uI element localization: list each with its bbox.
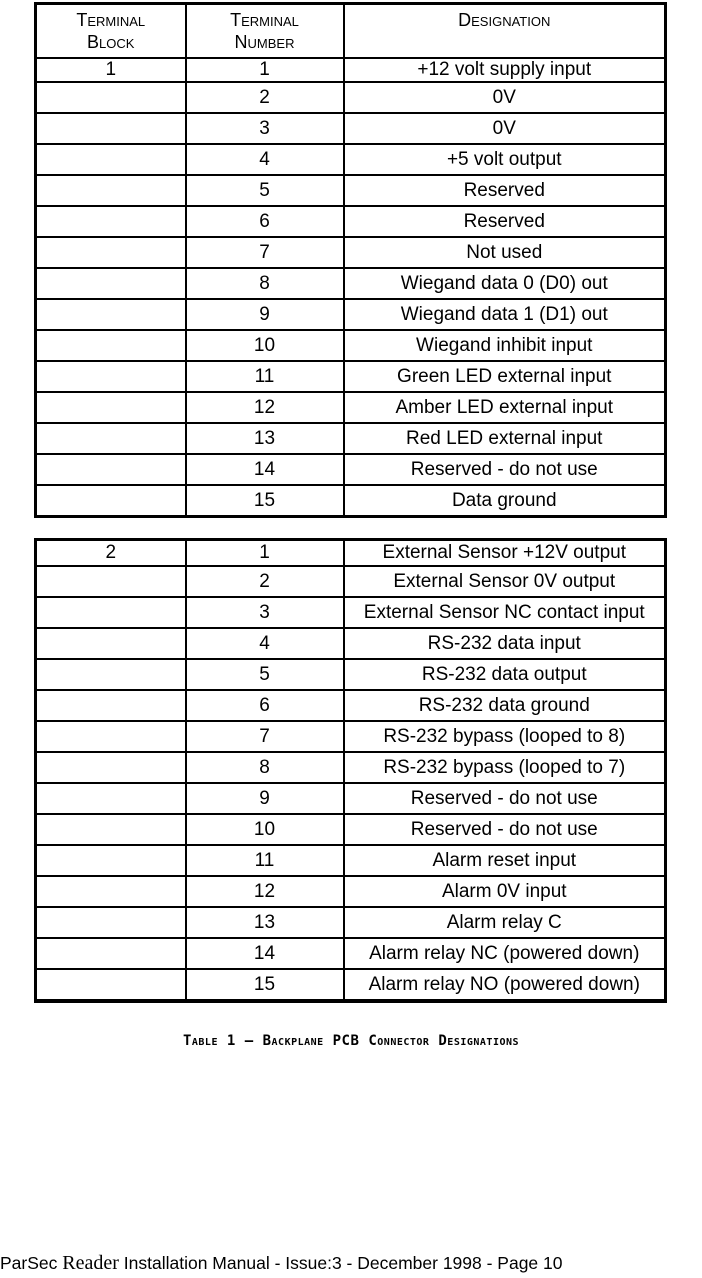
terminal-table-block-2 bbox=[34, 538, 667, 1003]
cell-terminal-number: 8 bbox=[186, 268, 344, 299]
terminal-table-block-1 bbox=[34, 2, 667, 518]
table-row bbox=[36, 206, 666, 237]
table-row bbox=[36, 485, 666, 517]
cell-terminal-block bbox=[36, 845, 186, 876]
header-line: Terminal bbox=[76, 10, 146, 30]
footer-text: Installation Manual - Issue:3 - December 1998 - Page 10 bbox=[123, 1253, 563, 1273]
cell-terminal-number: 13 bbox=[186, 907, 344, 938]
cell-terminal-block bbox=[36, 783, 186, 814]
table-row bbox=[36, 876, 666, 907]
cell-terminal-number: 12 bbox=[186, 876, 344, 907]
cell-terminal-block bbox=[36, 907, 186, 938]
cell-designation: Wiegand data 0 (D0) out bbox=[344, 268, 666, 299]
footer-product: Reader bbox=[62, 1252, 119, 1274]
table-row bbox=[36, 299, 666, 330]
header-line: Designation bbox=[458, 10, 551, 30]
cell-terminal-block bbox=[36, 392, 186, 423]
cell-designation: Reserved bbox=[344, 206, 666, 237]
cell-terminal-block bbox=[36, 597, 186, 628]
cell-terminal-number: 9 bbox=[186, 299, 344, 330]
cell-terminal-block bbox=[36, 566, 186, 597]
header-line: Number bbox=[234, 32, 295, 52]
cell-terminal-block bbox=[36, 814, 186, 845]
cell-designation: Alarm reset input bbox=[344, 845, 666, 876]
cell-designation: RS-232 data output bbox=[344, 659, 666, 690]
table-row bbox=[36, 144, 666, 175]
cell-terminal-number: 13 bbox=[186, 423, 344, 454]
table-row bbox=[36, 752, 666, 783]
header-line: Block bbox=[87, 32, 135, 52]
cell-terminal-number: 6 bbox=[186, 690, 344, 721]
cell-designation: Green LED external input bbox=[344, 361, 666, 392]
cell-designation: 0V bbox=[344, 113, 666, 144]
table-row bbox=[36, 58, 666, 82]
cell-terminal-number: 15 bbox=[186, 485, 344, 517]
cell-terminal-block bbox=[36, 268, 186, 299]
table-row bbox=[36, 361, 666, 392]
cell-terminal-number: 3 bbox=[186, 597, 344, 628]
table-caption: Table 1 – Backplane PCB Connector Designations bbox=[182, 1033, 520, 1049]
cell-designation: Alarm 0V input bbox=[344, 876, 666, 907]
cell-terminal-block bbox=[36, 144, 186, 175]
table-row bbox=[36, 907, 666, 938]
cell-designation: Reserved bbox=[344, 175, 666, 206]
cell-terminal-block bbox=[36, 454, 186, 485]
cell-designation: Alarm relay NO (powered down) bbox=[344, 969, 666, 1001]
header-terminal-block bbox=[36, 4, 186, 59]
cell-designation: Not used bbox=[344, 237, 666, 268]
table-row bbox=[36, 330, 666, 361]
cell-terminal-block bbox=[36, 175, 186, 206]
cell-terminal-number: 7 bbox=[186, 721, 344, 752]
table-row bbox=[36, 628, 666, 659]
cell-designation: RS-232 data input bbox=[344, 628, 666, 659]
table-row bbox=[36, 392, 666, 423]
table-row bbox=[36, 540, 666, 567]
table-row bbox=[36, 659, 666, 690]
cell-designation: External Sensor 0V output bbox=[344, 566, 666, 597]
table-header-row bbox=[36, 4, 666, 59]
cell-terminal-block bbox=[36, 938, 186, 969]
cell-terminal-block bbox=[36, 237, 186, 268]
cell-designation: Red LED external input bbox=[344, 423, 666, 454]
table-row bbox=[36, 721, 666, 752]
cell-terminal-number: 5 bbox=[186, 659, 344, 690]
table-row bbox=[36, 969, 666, 1001]
cell-terminal-number: 9 bbox=[186, 783, 344, 814]
cell-terminal-number: 2 bbox=[186, 566, 344, 597]
cell-terminal-block bbox=[36, 752, 186, 783]
footer-brand: ParSec bbox=[0, 1253, 58, 1273]
table-row bbox=[36, 268, 666, 299]
cell-terminal-number: 15 bbox=[186, 969, 344, 1001]
cell-terminal-number: 6 bbox=[186, 206, 344, 237]
cell-terminal-block bbox=[36, 628, 186, 659]
cell-terminal-number: 1 bbox=[186, 58, 344, 82]
cell-terminal-block bbox=[36, 485, 186, 517]
cell-designation: External Sensor +12V output bbox=[344, 540, 666, 567]
cell-terminal-block bbox=[36, 361, 186, 392]
cell-designation: Reserved - do not use bbox=[344, 814, 666, 845]
table-row bbox=[36, 845, 666, 876]
cell-designation: Alarm relay NC (powered down) bbox=[344, 938, 666, 969]
table-row bbox=[36, 237, 666, 268]
cell-designation: +5 volt output bbox=[344, 144, 666, 175]
cell-terminal-number: 10 bbox=[186, 330, 344, 361]
cell-designation: Reserved - do not use bbox=[344, 783, 666, 814]
cell-designation: RS-232 bypass (looped to 7) bbox=[344, 752, 666, 783]
cell-terminal-number: 12 bbox=[186, 392, 344, 423]
cell-terminal-number: 14 bbox=[186, 938, 344, 969]
cell-terminal-block bbox=[36, 876, 186, 907]
table-row bbox=[36, 454, 666, 485]
table-row bbox=[36, 566, 666, 597]
table-row bbox=[36, 423, 666, 454]
cell-designation: Data ground bbox=[344, 485, 666, 517]
cell-terminal-number: 1 bbox=[186, 540, 344, 567]
cell-terminal-block bbox=[36, 299, 186, 330]
cell-terminal-number: 11 bbox=[186, 361, 344, 392]
table-body bbox=[36, 58, 666, 517]
cell-terminal-block bbox=[36, 969, 186, 1001]
cell-designation: RS-232 bypass (looped to 8) bbox=[344, 721, 666, 752]
cell-designation: Alarm relay C bbox=[344, 907, 666, 938]
header-designation bbox=[344, 4, 666, 59]
cell-terminal-number: 14 bbox=[186, 454, 344, 485]
cell-terminal-block bbox=[36, 206, 186, 237]
cell-designation: 0V bbox=[344, 82, 666, 113]
cell-designation: External Sensor NC contact input bbox=[344, 597, 666, 628]
cell-designation: Reserved - do not use bbox=[344, 454, 666, 485]
cell-terminal-block bbox=[36, 659, 186, 690]
cell-terminal-block bbox=[36, 330, 186, 361]
cell-terminal-block bbox=[36, 113, 186, 144]
header-terminal-number bbox=[186, 4, 344, 59]
cell-designation: Wiegand inhibit input bbox=[344, 330, 666, 361]
table-body bbox=[36, 540, 666, 1002]
cell-terminal-number: 5 bbox=[186, 175, 344, 206]
cell-terminal-number: 3 bbox=[186, 113, 344, 144]
cell-designation: RS-232 data ground bbox=[344, 690, 666, 721]
table-row bbox=[36, 175, 666, 206]
cell-terminal-block: 2 bbox=[36, 540, 186, 567]
cell-terminal-block bbox=[36, 721, 186, 752]
header-line: Terminal bbox=[230, 10, 299, 30]
cell-terminal-number: 4 bbox=[186, 628, 344, 659]
table-row bbox=[36, 783, 666, 814]
cell-terminal-block bbox=[36, 82, 186, 113]
cell-terminal-number: 2 bbox=[186, 82, 344, 113]
page-footer bbox=[0, 1252, 702, 1275]
cell-terminal-block bbox=[36, 690, 186, 721]
cell-terminal-block: 1 bbox=[36, 58, 186, 82]
cell-terminal-number: 7 bbox=[186, 237, 344, 268]
cell-designation: +12 volt supply input bbox=[344, 58, 666, 82]
table-row bbox=[36, 690, 666, 721]
cell-terminal-number: 4 bbox=[186, 144, 344, 175]
cell-designation: Wiegand data 1 (D1) out bbox=[344, 299, 666, 330]
cell-terminal-number: 10 bbox=[186, 814, 344, 845]
table-row bbox=[36, 814, 666, 845]
table-row bbox=[36, 597, 666, 628]
table-row bbox=[36, 113, 666, 144]
cell-terminal-number: 8 bbox=[186, 752, 344, 783]
cell-designation: Amber LED external input bbox=[344, 392, 666, 423]
table-row bbox=[36, 938, 666, 969]
table-row bbox=[36, 82, 666, 113]
cell-terminal-block bbox=[36, 423, 186, 454]
cell-terminal-number: 11 bbox=[186, 845, 344, 876]
